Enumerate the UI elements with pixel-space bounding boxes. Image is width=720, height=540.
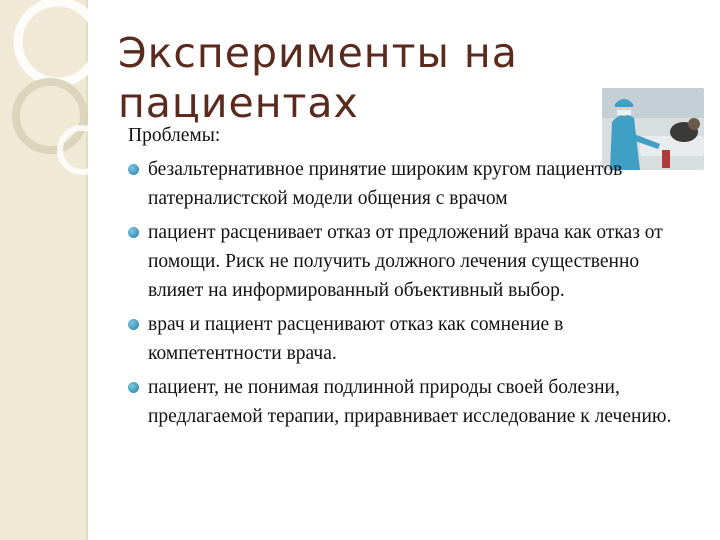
- problems-heading: Проблемы:: [128, 125, 221, 146]
- list-item: [126, 373, 692, 431]
- list-item-text: пациент расценивает отказ от предложений врача как отказ от помощи. Риск не получить должного лечения существенно влияет на информированный объективный выбор.: [148, 222, 663, 301]
- bullet-icon: [128, 382, 139, 393]
- list-item: [126, 155, 692, 213]
- bullet-icon: [128, 319, 139, 330]
- list-item-text: врач и пациент расценивают отказ как сомнение в компетентности врача.: [148, 314, 564, 364]
- decorative-rings: [0, 0, 120, 220]
- list-item: [126, 310, 692, 368]
- slide-title: Эксперименты на пациентах: [118, 29, 518, 127]
- list-item-text: пациент, не понимая подлинной природы своей болезни, предлагаемой терапии, приравнивает исследование к лечению.: [148, 377, 672, 427]
- bullet-icon: [128, 227, 139, 238]
- list-item: [126, 218, 692, 305]
- list-item-text: безальтернативное принятие широким кругом пациентов патерналистской модели общения с врачом: [148, 159, 623, 209]
- slide-body: [126, 124, 692, 436]
- problems-list: [126, 155, 692, 431]
- bullet-icon: [128, 164, 139, 175]
